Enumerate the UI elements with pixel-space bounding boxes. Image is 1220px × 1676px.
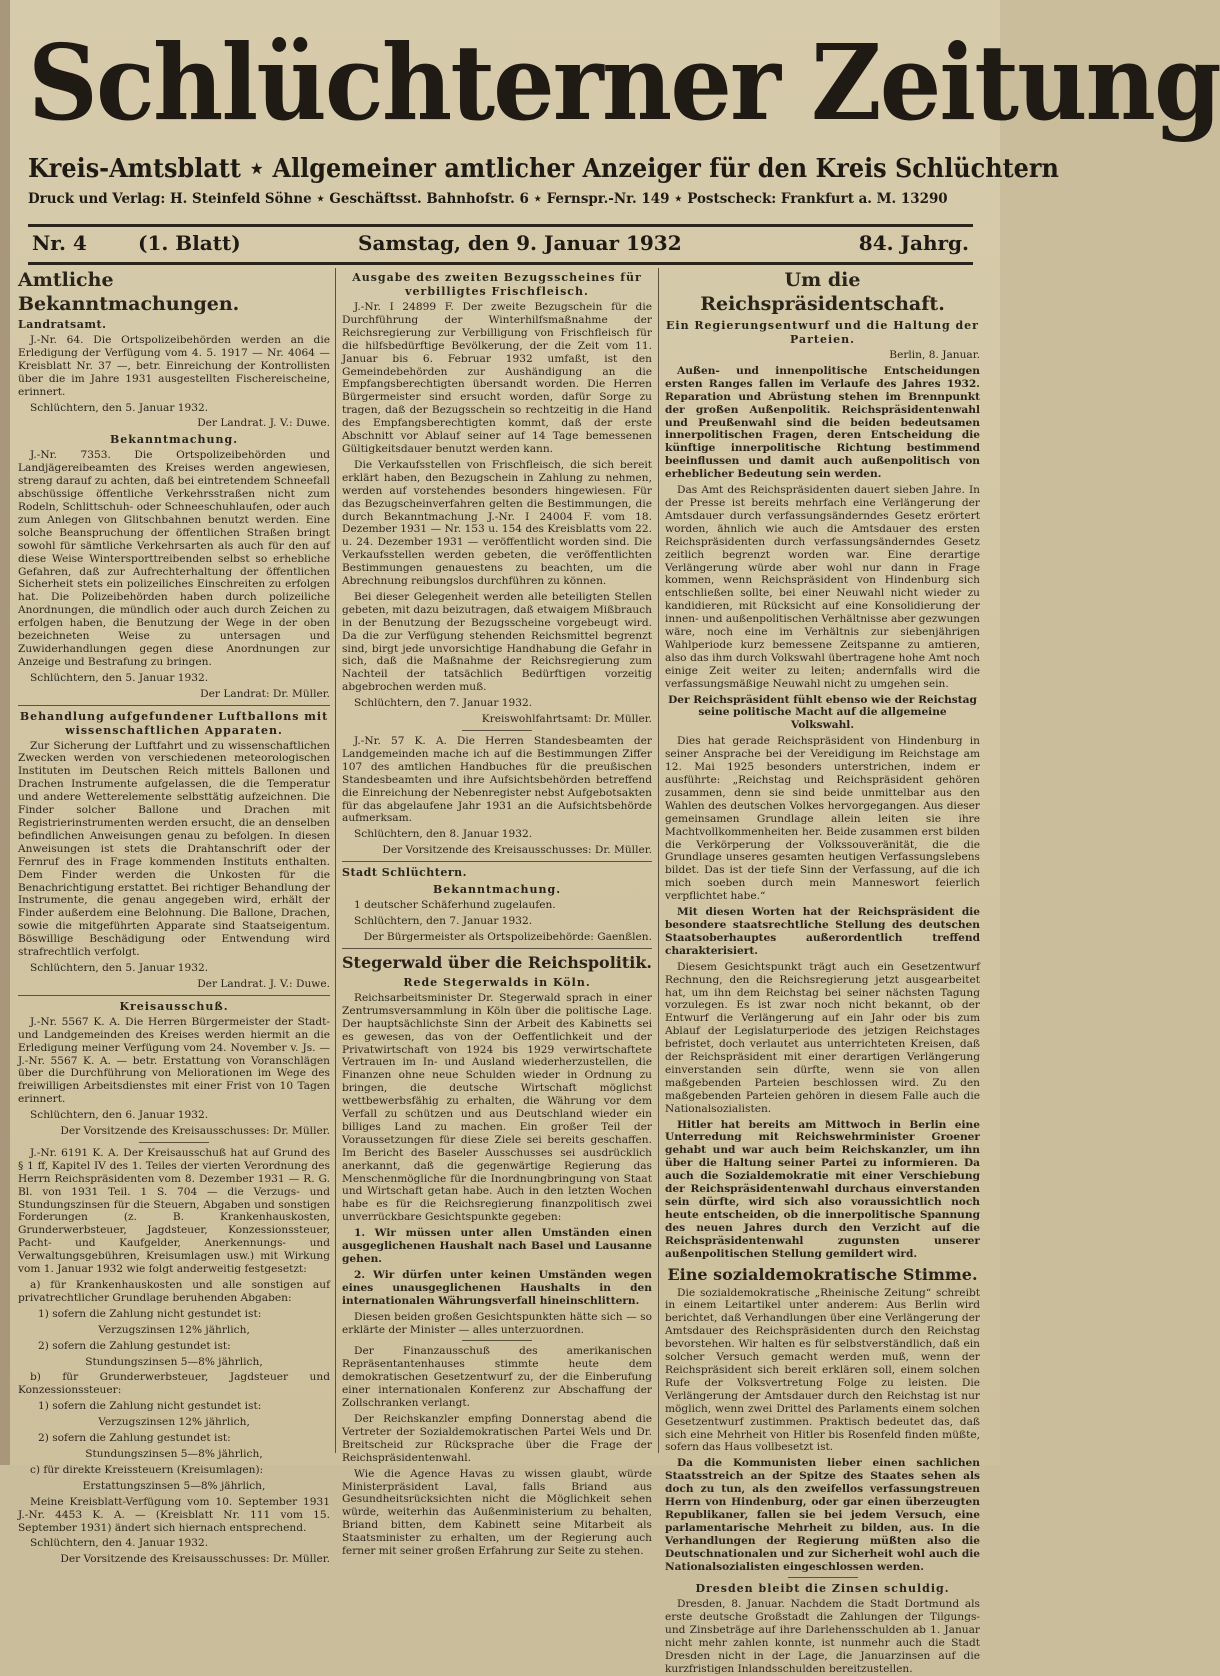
- office-heading: Stadt Schlüchtern.: [342, 866, 467, 880]
- notice-text: J.-Nr. 6191 K. A. Der Kreisausschuß hat auf Grund des § 1 ff, Kapitel IV des 1. Teiles der vierten Verordnung des Herrn Reichspräsidenten vom 8. Dezember 1931 — R. G. Bl. von 1931 Teil. 1 S. 704 — die Verzugs- und Stundungszinsen für die Steuern, Abgaben und sonstigen Forderungen (z. B. Krankenhauskosten, Grunderwerbsteuer, Jagdsteuer, Konzessionssteuer, Pacht- und Kaufgelder, Anerkennungs- und Verwaltungsgebühren, Kreisumlagen usw.) mit Wirkung vom 1. Januar 1932 wie folgt anderweitig festgesetzt:: [18, 1146, 330, 1276]
- newspaper-page: [10, 0, 1220, 1675]
- notice-signature: Der Landrat. J. V.: Duwe.: [197, 977, 330, 990]
- article-text: Reichsarbeitsminister Dr. Stegerwald sprach in einer Zentrumsversammlung in Köln über die politische Lage. Der hauptsächlichste Sinn der Arbeit des Kabinetts sei es gewesen, das von der Oeffentlichkeit und der Privatwirtschaft von 1924 bis 1929 verwirtschaftete Vertrauen im In- und Ausland wiederherzustellen, die Finanzen ohne neue Schulden wieder in Ordnung zu bringen, die deutsche Wirtschaft möglichst wettbewerbsfähig zu erhalten, die Währung vor dem Verfall zu schützen und aus Deutschland wieder ein billiges Land zu machen. Ein großer Teil der Voraussetzungen für diese Ziele sei bereits geschaffen. Im Bericht des Baseler Ausschusses sei ausdrücklich anerkannt, daß die gegenwärtige Regierung das Menschenmögliche für die Inordnungbringung von Staat und Wirtschaft getan habe. Auch in den letzten Wochen habe es für die Reichsregierung finanzpolitisch zwei unverrückbare Gesichtspunkte gegeben:: [342, 991, 652, 1224]
- list-item: Erstattungszinsen 5—8% jährlich,: [82, 1479, 266, 1492]
- list-item: Verzugszinsen 12% jährlich,: [98, 1323, 250, 1336]
- notice-text: J.-Nr. 64. Die Ortspolizeibehörden werden an die Erledigung der Verfügung vom 4. 5. 1917 — Nr. 4064 — Kreisblatt Nr. 37 —, betr. Einreichung der Kontrollisten über die im Jahre 1931 ausgestellten Fischereischeine, erinnert.: [18, 334, 330, 398]
- column-2: [342, 268, 652, 1558]
- notice-place: Schlüchtern, den 5. Januar 1932.: [30, 401, 209, 414]
- article-dateline: Berlin, 8. Januar.: [889, 349, 980, 361]
- notice-place: Schlüchtern, den 5. Januar 1932.: [30, 671, 209, 684]
- issue-number: Nr. 4: [32, 231, 87, 255]
- issue-date: Samstag, den 9. Januar 1932: [358, 231, 682, 255]
- rule-bottom: [28, 262, 973, 265]
- notice-text: Bei dieser Gelegenheit werden alle beteiligten Stellen gebeten, mit dazu beizutragen, daß etwaigem Mißbrauch in der Benutzung der Bezugsscheine vorgebeugt wird. Da die zur Verfügung stehenden Reichsmittel begrenzt sind, birgt jede unvorsichtige Handhabung die Gefahr in sich, daß die Maßnahme der Reichsregierung zum Nachteil der tatsächlich Bedürftigen vorzeitig abgebrochen werden muß.: [342, 590, 652, 694]
- list-item: c) für direkte Kreissteuern (Kreisumlagen):: [30, 1463, 264, 1476]
- notice-text: J.-Nr. 57 K. A. Die Herren Standesbeamten der Landgemeinden mache ich auf die Bestimmungen Ziffer 107 des amtlichen Handbuches für die preußischen Standesbeamten und ihre Aufsichtsbehörden betreffend die Einreichung der Nebenregister nebst Aufgebotsakten für das abgelaufene Jahr 1931 an die Aufsichtsbehörde aufmerksam.: [342, 735, 652, 825]
- divider: [139, 1142, 209, 1143]
- article-text: Wie die Agence Havas zu wissen glaubt, würde Ministerpräsident Laval, falls Briand aus Gesundheitsrücksichten nicht die Möglichkeit sehen würde, weiterhin das Außenministerium zu behalten, Briand bitten, dem Kabinett seine Mitarbeit als Staatsminister zu erhalten, um der Regierung auch ferner mit seiner großen Erfahrung zur Seite zu stehen.: [342, 1467, 652, 1558]
- notice-place: Schlüchtern, den 7. Januar 1932.: [354, 697, 533, 710]
- notice-place: Schlüchtern, den 7. Januar 1932.: [354, 915, 533, 928]
- article-subheading: Ein Regierungsentwurf und die Haltung der Parteien.: [666, 319, 979, 346]
- list-item: Verzugszinsen 12% jährlich,: [98, 1416, 250, 1429]
- article-text: Da die Kommunisten lieber einen sachlichen Staatsstreich an der Spitze des Staates sehen als doch zu tun, als den zweifellos verfassungstreuen Herrn von Hindenburg, oder gar einen überzeugten Republikaner, fallen sie bei jedem Versuch, eine parlamentarische Mehrheit zu bilden, aus. In die Verhandlungen der Regierung müßten also die Deutschnationalen und zur Sicherheit wohl auch die Nationalsozialisten eingeschlossen werden.: [665, 1457, 980, 1573]
- notice-place: Schlüchtern, den 8. Januar 1932.: [354, 828, 533, 841]
- list-item: 2) sofern die Zahlung gestundet ist:: [38, 1432, 231, 1445]
- notice-heading: Bekanntmachung.: [432, 883, 562, 897]
- article-text: Hitler hat bereits am Mittwoch in Berlin eine Unterredung mit Reichswehrminister Groener gehabt und war auch beim Reichskanzler, um ihn über die Haltung seiner Partei zu informieren. Da auch die Sozialdemokratie mit einer Verschiebung der Reichspräsidentenwahl durchaus einverstanden sein dürfte, wird sich also voraussichtlich noch heute entscheiden, ob die innerpolitische Spannung des neuen Jahres durch den Verzicht auf die Reichspräsidentenwahl zugunsten unserer außenpolitischen Stellung gemildert wird.: [665, 1118, 980, 1260]
- divider: [462, 730, 532, 731]
- article-heading: Dresden bleibt die Zinsen schuldig.: [695, 1582, 950, 1596]
- notice-place: Schlüchtern, den 5. Januar 1932.: [30, 961, 209, 974]
- section-heading: Amtliche Bekanntmachungen.: [18, 269, 240, 315]
- list-item: 1) sofern die Zahlung nicht gestundet ist:: [38, 1307, 262, 1320]
- notice-signature: Der Vorsitzende des Kreisausschusses: Dr. Müller.: [60, 1553, 330, 1566]
- list-item: Stundungszinsen 5—8% jährlich,: [85, 1447, 263, 1460]
- notice-signature: Der Landrat. J. V.: Duwe.: [197, 417, 330, 430]
- notice-place: Schlüchtern, den 6. Januar 1932.: [30, 1109, 209, 1122]
- column-rule-1: [335, 268, 336, 1453]
- column-1: [18, 268, 330, 1566]
- notice-heading: Kreisausschuß.: [119, 999, 229, 1013]
- page-edge: [0, 0, 10, 1465]
- notice-heading: Bekanntmachung.: [109, 433, 239, 447]
- notice-heading: Ausgabe des zweiten Bezugsscheines für verbilligtes Frischfleisch.: [352, 271, 642, 298]
- article-heading: Eine sozialdemokratische Stimme.: [667, 1264, 978, 1284]
- divider: [462, 1340, 532, 1341]
- list-item: b) für Grunderwerbsteuer, Jagdsteuer und Konzessionssteuer:: [18, 1371, 330, 1397]
- newspaper-imprint: Druck und Verlag: H. Steinfeld Söhne ⋆ Geschäftsst. Bahnhofstr. 6 ⋆ Fernspr.-Nr. 149 ⋆ Postscheck: Frankfurt a. M. 13290: [28, 191, 948, 207]
- divider: [18, 705, 330, 706]
- article-text: Diesem Gesichtspunkt trägt auch ein Gesetzentwurf Rechnung, den die Reichsregierung jetzt ausgearbeitet hat, um ihn dem Reichstag bei seiner nächsten Tagung vorzulegen. Es ist zwar noch nicht bekannt, ob der Entwurf die Verlängerung auf ein Jahr oder bis zum Ablauf der Legislaturperiode des jetzigen Reichstages befristet, doch verlautet aus unterrichteten Kreisen, daß der Reichspräsident mit einer derartigen Verlängerung einverstanden sein dürfte, wenn sie von allen maßgebenden Parteien beschlossen wird. Zu den maßgebenden Parteien gehören in diesem Falle auch die Nationalsozialisten.: [665, 960, 980, 1115]
- article-text: Diesen beiden großen Gesichtspunkten hätte sich — so erklärte der Minister — alles unterzuordnen.: [342, 1310, 652, 1336]
- notice-text: J.-Nr. I 24899 F. Der zweite Bezugschein für die Durchführung der Winterhilfsmaßnahme der Reichsregierung zur Verbilligung von Frischfleisch für die hilfsbedürftige Bevölkerung, der die Zeit vom 11. Januar bis 6. Februar 1932 umfaßt, ist den Gemeindebehörden zur Aushändigung an die Empfangsberechtigten übersandt worden. Die Herren Bürgermeister sind ersucht worden, dafür Sorge zu tragen, daß der Bezugsschein so rechtzeitig in die Hand des Empfangsberechtigten kommt, daß der erste Abschnitt vor Ablauf seiner auf 14 Tage bemessenen Gültigkeitsdauer benutzt werden kann.: [342, 301, 652, 455]
- volume-year: 84. Jahrg.: [858, 231, 969, 255]
- notice-text: Zur Sicherung der Luftfahrt und zu wissenschaftlichen Zwecken werden von verschiedenen meteorologischen Instituten im Deutschen Reich mittels Ballonen und Drachen Instrumente aufgelassen, die die Temperatur und andere Wetterelemente selbsttätig aufzeichnen. Die Finder solcher Ballone und Drachen mit Registrierinstrumenten werden ersucht, die an denselben befindlichen Anweisungen genau zu befolgen. In diesen Anweisungen ist stets die Drahtanschrift oder der Fernruf des in Frage kommenden Instituts enthalten. Dem Finder werden die Unkosten für die Benachrichtigung erstattet. Bei richtiger Behandlung der Instrumente, die genau angegeben wird, erhält der Finder außerdem eine Belohnung. Die Ballone, Drachen, sowie die mitgeführten Apparate sind Staatseigentum. Böswillige Beschädigung oder Entwendung wird strafrechtlich verfolgt.: [18, 739, 330, 959]
- article-text: 2. Wir dürfen unter keinen Umständen wegen eines unausgeglichenen Haushalts in den internationalen Währungsverfall hineinschlittern.: [342, 1268, 652, 1307]
- article-text: 1. Wir müssen unter allen Umständen einen ausgeglichenen Haushalt nach Basel und Lausanne gehen.: [342, 1227, 652, 1265]
- divider: [342, 861, 652, 862]
- article-heading: Stegerwald über die Reichspolitik.: [342, 952, 652, 972]
- divider: [788, 1577, 858, 1578]
- notice-text: J.-Nr. 7353. Die Ortspolizeibehörden und Landjägereibeamten des Kreises werden angewiesen, streng darauf zu achten, daß bei eintretendem Schneefall abschüssige öffentliche Verkehrsstraßen nicht zum Rodeln, Schlittschuh- oder Schneeschuhlaufen, oder auch zum Anlegen von Glitschbahnen benutzt werden. Eine solche Beanspruchung der öffentlichen Straßen bringt sowohl für sämtliche Verkehrsarten als auch für den auf diese Weise Wintersporttreibenden selbst so erhebliche Gefahren, daß zur Aufrechterhaltung der öffentlichen Sicherheit stets ein polizeiliches Einschreiten zu erfolgen hat. Die Polizeibehörden haben durch polizeiliche Anordnungen, die mündlich oder auch durch Zeichen zu erfolgen haben, die Benutzung der Wege in der oben bezeichneten Weise zu untersagen und Zuwiderhandlungen gegen diese Anordnungen zur Anzeige und Bestrafung zu bringen.: [18, 449, 330, 668]
- article-subheading: Rede Stegerwalds in Köln.: [403, 975, 591, 989]
- notice-text: Meine Kreisblatt-Verfügung vom 10. September 1931 J.-Nr. 4453 K. A. — (Kreisblatt Nr. 111 vom 15. September 1931) ändert sich hiernach entsprechend.: [18, 1495, 330, 1534]
- article-heading: Um die Reichspräsidentschaft.: [700, 269, 945, 315]
- office-heading: Landratsamt.: [18, 318, 107, 331]
- notice-signature: Der Vorsitzende des Kreisausschusses: Dr. Müller.: [60, 1125, 330, 1138]
- dateline: [28, 226, 973, 260]
- article-text: Der Reichspräsident fühlt ebenso wie der Reichstag seine politische Macht auf die allgemeine Volkswahl.: [668, 693, 977, 732]
- notice-text: 1 deutscher Schäferhund zugelaufen.: [354, 899, 556, 912]
- list-item: a) für Krankenhauskosten und alle sonstigen auf privatrechtlicher Grundlage beruhenden Abgaben:: [18, 1279, 330, 1304]
- article-text: Außen- und innenpolitische Entscheidungen ersten Ranges fallen im Verlaufe des Jahres 1932. Reparation und Abrüstung stehen im Brennpunkt der großen Außenpolitik. Reichspräsidentenwahl und Preußenwahl sind die beiden bedeutsamen innerpolitischen Fragen, deren Entscheidung die künftige innerpolitische Richtung bestimmend beeinflussen und damit auch außenpolitisch von erheblicher Bedeutung sein werden.: [665, 364, 980, 481]
- divider: [18, 995, 330, 996]
- article-text: Die sozialdemokratische „Rheinische Zeitung“ schreibt in einem Leitartikel unter anderem: Aus Berlin wird berichtet, daß Verhandlungen über eine Verlängerung der Amtsdauer des Reichspräsidenten durch den Reichstag bevorstehen. Wir halten es für selbstverständlich, daß ein solcher Versuch gemacht werden muß, wenn der Reichspräsident sich bereit erklären soll, einem solchen Rufe der Volksvertretung Folge zu leisten. Die Verlängerung der Amtsdauer durch den Reichstag ist nur möglich, wenn zwei Drittel des Parlaments einem solchen Gesetzentwurf zustimmen. Praktisch bedeutet das, daß sich eine Mehrheit von Hitler bis Rosenfeld finden müßte, sofern das Haus vollbesetzt ist.: [665, 1286, 980, 1454]
- divider: [342, 948, 652, 949]
- sheet-number: (1. Blatt): [138, 231, 241, 255]
- masthead: [28, 18, 1220, 210]
- notice-heading: Behandlung aufgefundener Luftballons mit wissenschaftlichen Apparaten.: [19, 709, 329, 737]
- article-text: Mit diesen Worten hat der Reichspräsident die besondere staatsrechtliche Stellung des deutschen Staatsoberhauptes außerordentlich treffend charakterisiert.: [665, 906, 980, 957]
- article-text: Dies hat gerade Reichspräsident von Hindenburg in seiner Ansprache bei der Vereidigung im Reichstage am 12. Mai 1925 besonders unterstrichen, indem er ausführte: „Reichstag und Reichspräsident gehören zusammen, denn sie sind beide unmittelbar aus den Wahlen des deutschen Volkes hervorgegangen. Aus dieser gemeinsamen Grundlage allein leiten sie ihre Machtvollkommenheiten her. Beide zusammen erst bilden die Verkörperung der Volkssouveränität, die die Grundlage unseres gesamten heutigen Verfassungslebens bildet. Das ist der tiefe Sinn der Verfassung, auf die ich mich soeben durch mein Manneswort feierlich verpflichtet habe.“: [665, 735, 980, 903]
- notice-signature: Der Bürgermeister als Ortspolizeibehörde: Gaenßlen.: [363, 930, 652, 943]
- list-item: 1) sofern die Zahlung nicht gestundet ist:: [38, 1400, 262, 1413]
- notice-signature: Kreiswohlfahrtsamt: Dr. Müller.: [481, 713, 652, 726]
- column-3: [665, 268, 980, 1675]
- article-text: Der Finanzausschuß des amerikanischen Repräsentantenhauses stimmte heute dem demokratischen Gesetzentwurf zu, der die Einberufung einer internationalen Konferenz zur Abschaffung der Zollschranken verlangt.: [342, 1345, 652, 1410]
- list-item: Stundungszinsen 5—8% jährlich,: [85, 1355, 263, 1368]
- article-text: Der Reichskanzler empfing Donnerstag abend die Vertreter der Sozialdemokratischen Partei Wels und Dr. Breitscheid zur Rücksprache über die Frage der Reichspräsidentenwahl.: [342, 1412, 652, 1464]
- notice-text: Die Verkaufsstellen von Frischfleisch, die sich bereit erklärt haben, den Bezugschein in Zahlung zu nehmen, werden auf vorstehendes besonders hingewiesen. Für das Bezugscheinverfahren gelten die Bestimmungen, die durch Bekanntmachung J.-Nr. I 24004 F. vom 18. Dezember 1931 — Nr. 153 u. 154 des Kreisblatts vom 22. u. 24. Dezember 1931 — veröffentlicht worden sind. Die Verkaufsstellen werden gebeten, die veröffentlichten Bestimmungen genauestens zu beachten, um die Abrechnung reibungslos durchführen zu können.: [342, 458, 652, 588]
- notice-signature: Der Vorsitzende des Kreisausschusses: Dr. Müller.: [382, 844, 652, 857]
- article-text: Dresden, 8. Januar. Nachdem die Stadt Dortmund als erste deutsche Großstadt die Zahlungen der Tilgungs- und Zinsbeträge auf ihre Darlehensschulden ab 1. Januar nicht mehr zahlen konnte, ist nunmehr auch die Stadt Dresden nicht in der Lage, die Januarzinsen auf die kurzfristigen Inlandsschulden bereitzustellen.: [665, 1598, 980, 1675]
- newspaper-subtitle: Kreis-Amtsblatt ⋆ Allgemeiner amtlicher Anzeiger für den Kreis Schlüchtern: [28, 154, 1059, 184]
- column-rule-2: [658, 268, 659, 1453]
- notice-text: J.-Nr. 5567 K. A. Die Herren Bürgermeister der Stadt- und Landgemeinden des Kreises werden hiermit an die Erledigung meiner Verfügung vom 24. November v. Js. — J.-Nr. 5567 K. A. — betr. Erstattung von Voranschlägen über die Durchführung von Meliorationen im Wege des freiwilligen Arbeitsdienstes mit einer Frist von 10 Tagen erinnert.: [18, 1015, 330, 1106]
- notice-place: Schlüchtern, den 4. Januar 1932.: [30, 1537, 209, 1550]
- notice-signature: Der Landrat: Dr. Müller.: [200, 687, 330, 700]
- list-item: 2) sofern die Zahlung gestundet ist:: [38, 1339, 231, 1352]
- article-text: Das Amt des Reichspräsidenten dauert sieben Jahre. In der Presse ist bereits mehrfach eine Verlängerung der Amtsdauer durch verfassungsänderndes Gesetz erörtert worden, ähnlich wie auch die Amtsdauer des ersten Reichspräsidenten durch verfassungsänderndes Gesetz zeitlich begrenzt worden war. Eine derartige Verlängerung würde aber wohl nur dann in Frage kommen, wenn Reichspräsident von Hindenburg sich entschließen sollte, bei einer Neuwahl nicht wieder zu kandidieren, mit Rücksicht auf eine Konsolidierung der innen- und außenpolitischen Verhältnisse aber gezwungen wäre, noch eine im Verhältnis zur siebenjährigen Wahlperiode kurz bemessene Zeitspanne zu amtieren, also das ihm durch Volkswahl übertragene hohe Amt noch einige Zeit weiter zu leiten; andernfalls wird die verfassungsmäßige Neuwahl nicht zu umgehen sein.: [665, 484, 980, 690]
- newspaper-title: Schlüchterner Zeitung: [28, 21, 1220, 144]
